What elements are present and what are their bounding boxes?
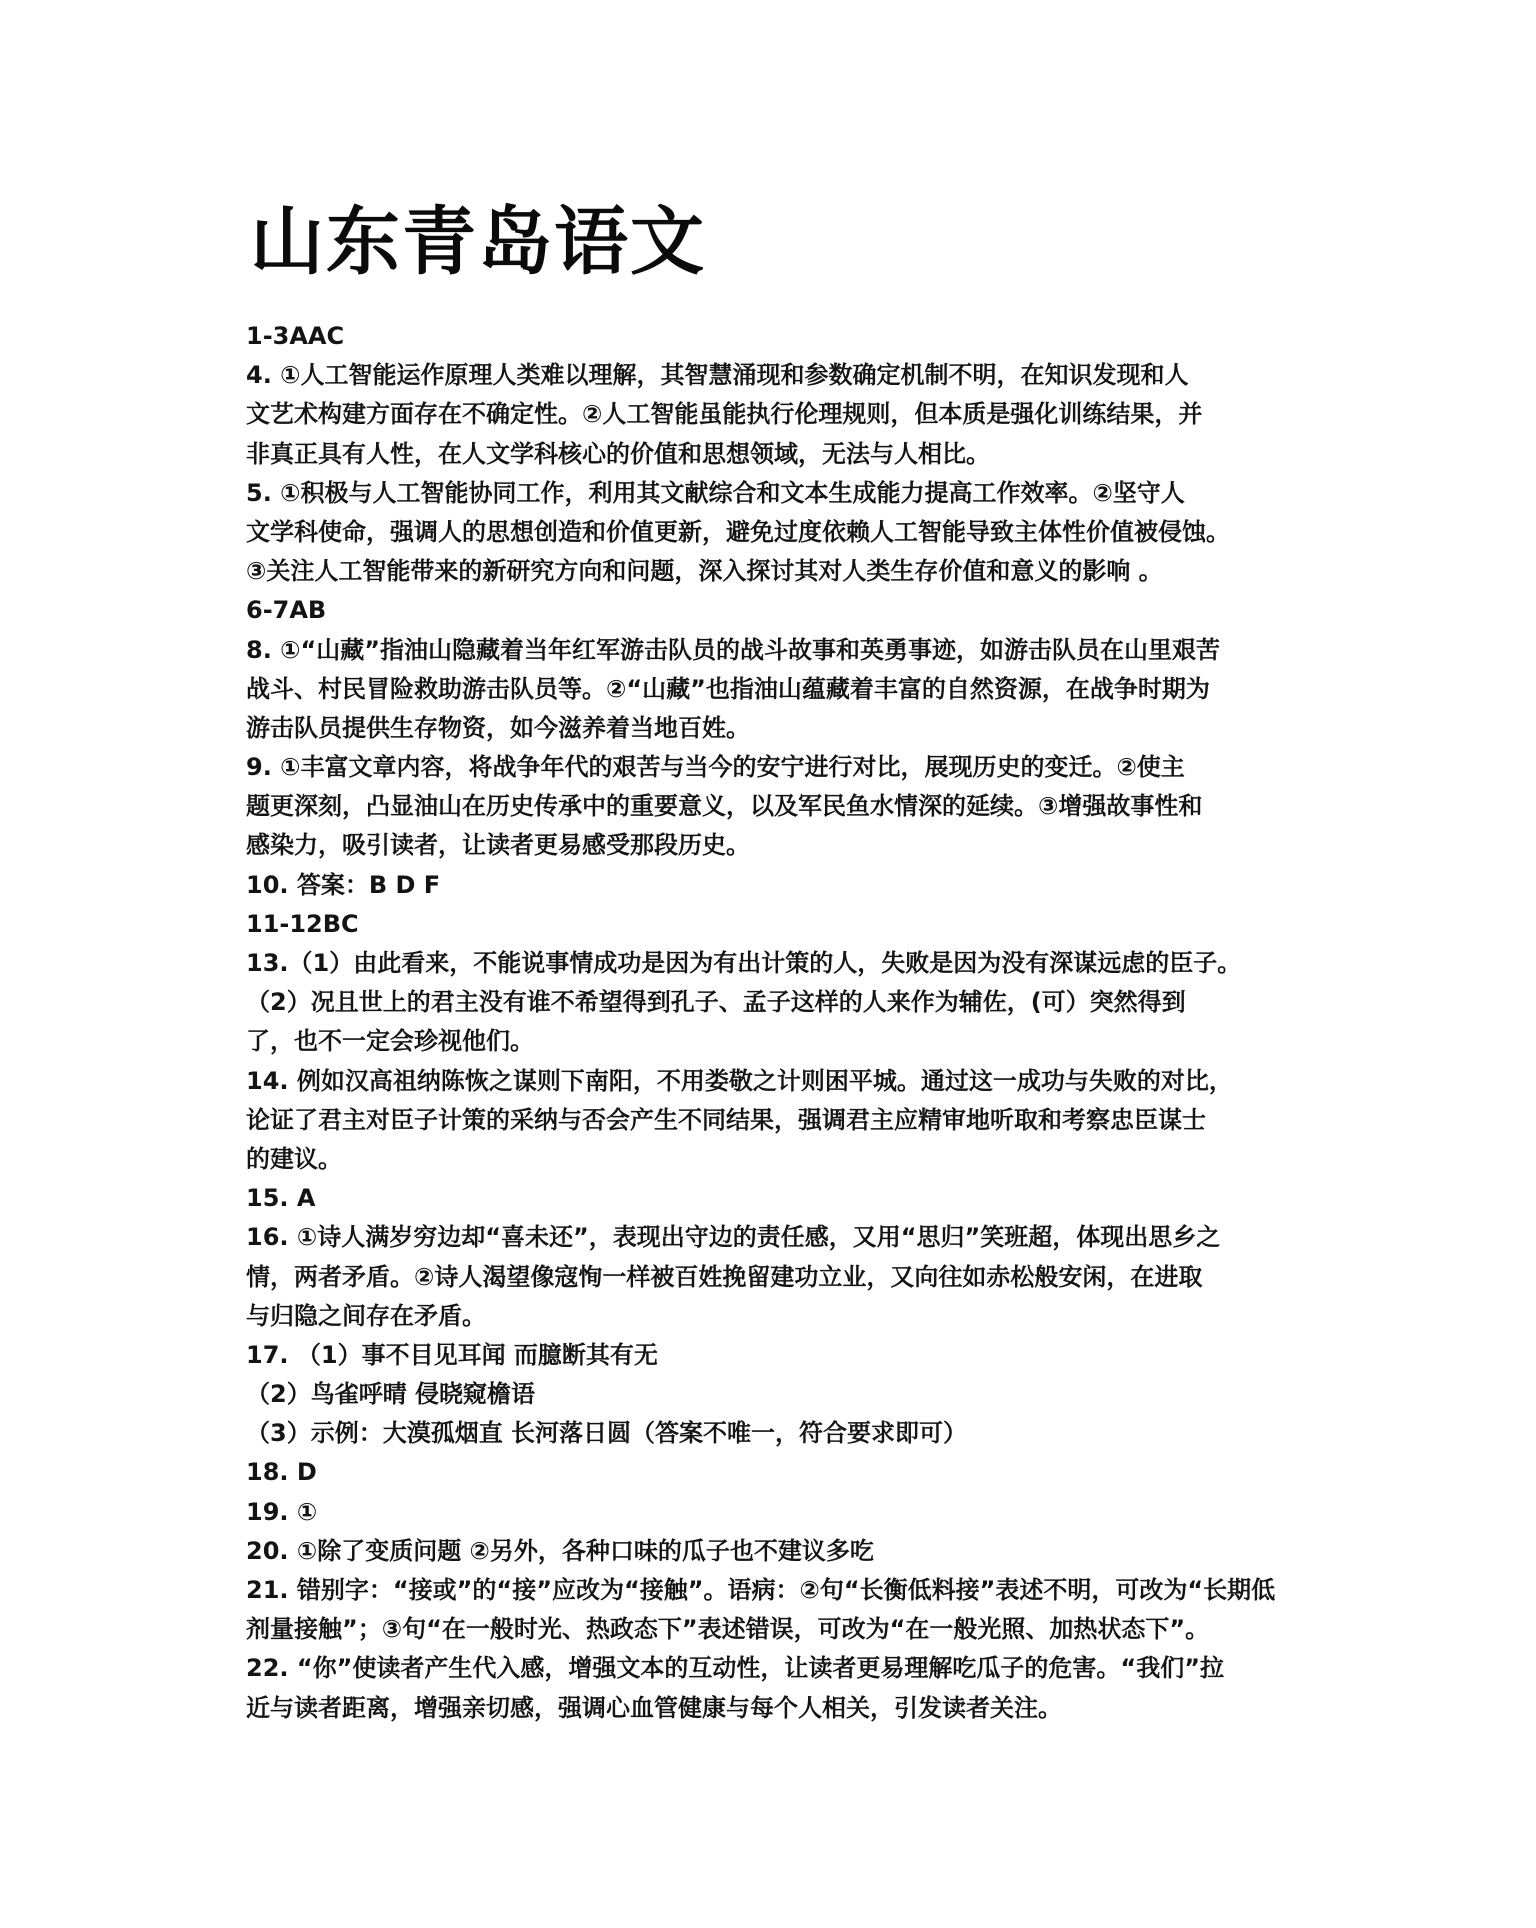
answer-line: 了，也不一定会珍视他们。 xyxy=(246,1027,534,1056)
answer-line: 10. 答案：B D F xyxy=(246,870,441,899)
answer-line: 题更深刻，凸显油山在历史传承中的重要意义，以及军民鱼水情深的延续。③增强故事性和 xyxy=(246,792,1203,821)
answer-line: 22. “你”使读者产生代入感，增强文本的互动性，让读者更易理解吃瓜子的危害。“我们”拉 xyxy=(246,1654,1224,1683)
answer-line: （2）况且世上的君主没有谁不希望得到孔子、孟子这样的人来作为辅佐，(可）突然得到 xyxy=(246,988,1186,1017)
answer-line: 近与读者距离，增强亲切感，强调心血管健康与每个人相关，引发读者关注。 xyxy=(246,1693,1062,1722)
answer-line: 19. ① xyxy=(246,1497,318,1526)
answer-line: （3）示例：大漠孤烟直 长河落日圆（答案不唯一，符合要求即可） xyxy=(246,1419,968,1448)
answer-line: 6-7AB xyxy=(246,596,327,625)
answer-line: 文学科使命，强调人的思想创造和价值更新，避免过度依赖人工智能导致主体性价值被侵蚀。 xyxy=(246,517,1230,546)
answer-line: 感染力，吸引读者，让读者更易感受那段历史。 xyxy=(246,831,750,860)
answer-line: 14. 例如汉高祖纳陈恢之谋则下南阳，不用娄敬之计则困平城。通过这一成功与失败的对比， xyxy=(246,1066,1233,1095)
answer-line: 11-12BC xyxy=(246,909,359,938)
answer-line: 13.（1）由此看来，不能说事情成功是因为有出计策的人，失败是因为没有深谋远虑的臣子。 xyxy=(246,949,1242,977)
answer-line: 非真正具有人性，在人文学科核心的价值和思想领域，无法与人相比。 xyxy=(246,439,990,468)
answer-line: 9. ①丰富文章内容，将战争年代的艰苦与当今的安宁进行对比，展现历史的变迁。②使主 xyxy=(246,753,1185,782)
answer-line: 16. ①诗人满岁穷边却“喜未还”，表现出守边的责任感，又用“思归”笑班超，体现出思乡之 xyxy=(246,1223,1221,1252)
answer-line: 文艺术构建方面存在不确定性。②人工智能虽能执行伦理规则，但本质是强化训练结果，并 xyxy=(246,400,1203,429)
answer-line: 1-3AAC xyxy=(246,322,345,350)
answer-line: 17. （1）事不目见耳闻 而臆断其有无 xyxy=(246,1340,658,1369)
answer-line: 战斗、村民冒险救助游击队员等。②“山藏”也指油山蕴藏着丰富的自然资源，在战争时期为 xyxy=(246,674,1210,703)
page-title: 山东青岛语文 xyxy=(250,199,706,285)
answer-line: 论证了君主对臣子计策的采纳与否会产生不同结果，强调君主应精审地听取和考察忠臣谋士 xyxy=(246,1105,1206,1134)
answer-line: 5. ①积极与人工智能协同工作，利用其文献综合和文本生成能力提高工作效率。②坚守人 xyxy=(246,478,1185,507)
answer-line: 20. ①除了变质问题 ②另外，各种口味的瓜子也不建议多吃 xyxy=(246,1536,874,1565)
answer-line: 游击队员提供生存物资，如今滋养着当地百姓。 xyxy=(246,713,750,742)
answer-line: 4. ①人工智能运作原理人类难以理解，其智慧涌现和参数确定机制不明，在知识发现和人 xyxy=(246,361,1189,390)
answer-line: （2）鸟雀呼晴 侵晓窥檐语 xyxy=(246,1380,536,1409)
answer-line: 情，两者矛盾。②诗人渴望像寇恂一样被百姓挽留建功立业，又向往如赤松般安闲，在进取 xyxy=(246,1262,1203,1291)
answer-line: 8. ①“山藏”指油山隐藏着当年红军游击队员的战斗故事和英勇事迹，如游击队员在山里艰苦 xyxy=(246,635,1221,664)
answer-line: 21. 错别字：“接或”的“接”应改为“接触”。语病：②句“长衡低料接”表述不明，可改为“长期低 xyxy=(246,1576,1276,1604)
answer-line: 18. D xyxy=(246,1458,317,1487)
answer-line: 15. A xyxy=(246,1184,316,1213)
answer-line: 与归隐之间存在矛盾。 xyxy=(246,1301,486,1330)
answer-line: 的建议。 xyxy=(246,1144,342,1173)
answer-line: ③关注人工智能带来的新研究方向和问题，深入探讨其对人类生存价值和意义的影响 。 xyxy=(246,557,1163,586)
answer-line: 剂量接触”；③句“在一般时光、热政态下”表述错误，可改为“在一般光照、加热状态下”。 xyxy=(246,1615,1210,1644)
answer-content xyxy=(246,317,1286,1728)
